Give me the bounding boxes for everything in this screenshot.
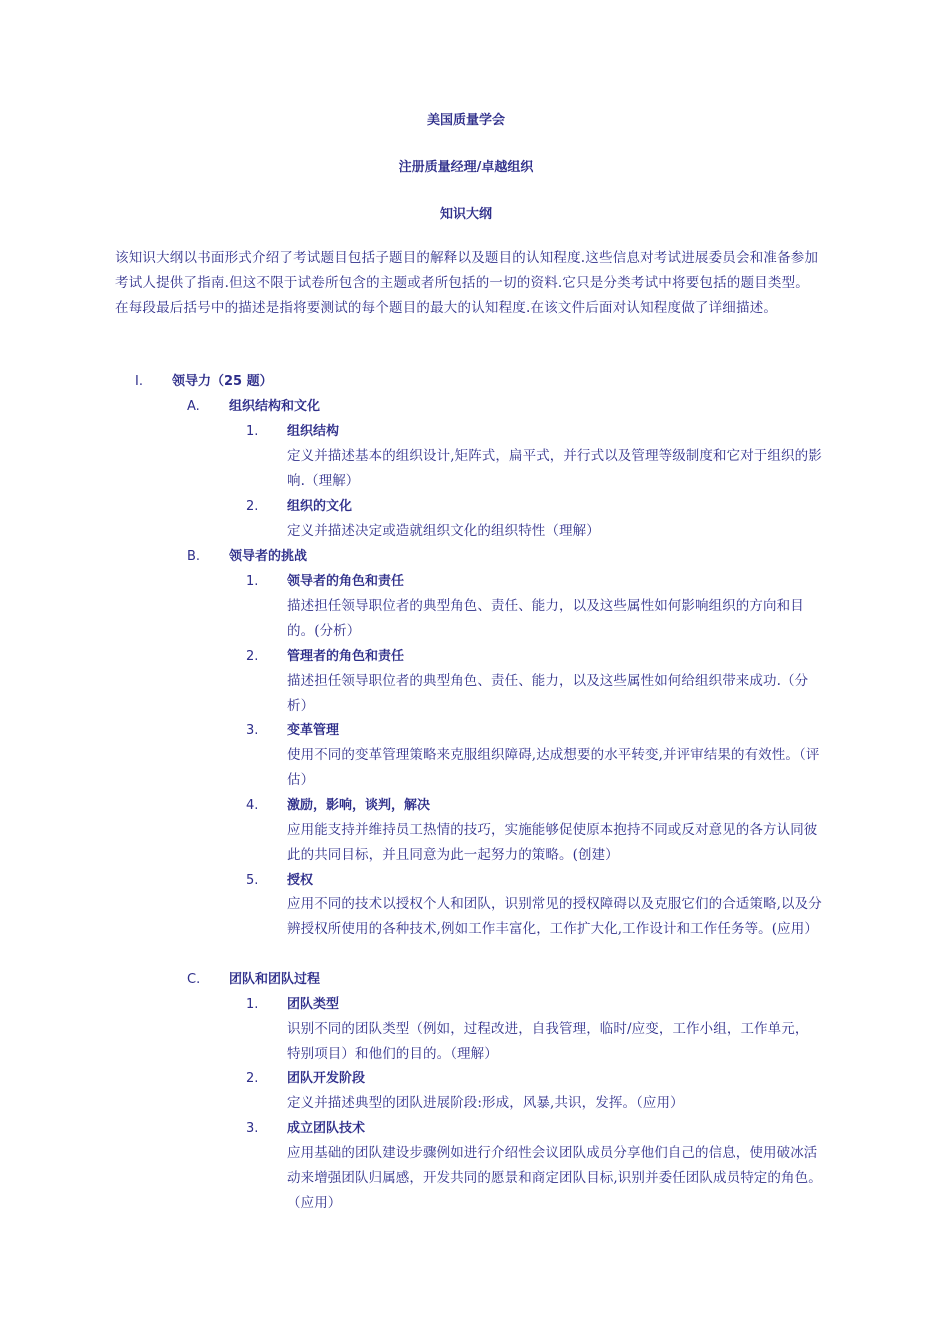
- topic-title: 变革管理: [287, 723, 340, 738]
- section-numeral: I.: [135, 374, 143, 389]
- topic-description: 应用基础的团队建设步骤例如进行介绍性会议团队成员分享他们自己的信息，使用破冰活动来增强团队归属感，开发共同的愿景和商定团队目标,识别并委任团队成员特定的角色。（应用）: [287, 1145, 822, 1211]
- section-title: 领导力（25 题）: [172, 374, 273, 389]
- topic-number: 1.: [246, 997, 259, 1012]
- subsection-letter: A.: [187, 399, 200, 414]
- subsection-letter: C.: [187, 972, 201, 987]
- topic-description: 识别不同的团队类型（例如，过程改进，自我管理，临时/应变，工作小组，工作单元，特别项目）和他们的目的。（理解）: [287, 1021, 809, 1062]
- topic-description: 描述担任领导职位者的典型角色、责任、能力，以及这些属性如何给组织带来成功.（分析）: [287, 673, 809, 714]
- topic-title: 激励，影响，谈判，解决: [287, 798, 431, 813]
- topic-title: 团队类型: [287, 997, 340, 1012]
- document-cert-title: 注册质量经理/卓越组织: [398, 160, 534, 175]
- subsection-letter: B.: [187, 549, 201, 564]
- topic-number: 5.: [246, 873, 259, 888]
- topic-description: 应用不同的技术以授权个人和团队，识别常见的授权障碍以及克服它们的合适策略,以及分辨授权所使用的各种技术,例如工作丰富化，工作扩大化,工作设计和工作任务等。(应用）: [287, 896, 822, 937]
- document-heading: 知识大纲: [439, 207, 492, 222]
- topic-number: 2.: [246, 649, 259, 664]
- topic-title: 授权: [287, 873, 314, 888]
- subsection-title: 领导者的挑战: [229, 549, 308, 564]
- topic-description: 描述担任领导职位者的典型角色、责任、能力，以及这些属性如何影响组织的方向和目的。(分析）: [287, 598, 804, 639]
- topic-number: 1.: [246, 574, 259, 589]
- document-org-title: 美国质量学会: [426, 113, 505, 128]
- topic-description: 定义并描述典型的团队进展阶段:形成，风暴,共识，发挥。（应用）: [287, 1095, 684, 1111]
- topic-title: 组织的文化: [287, 499, 353, 514]
- subsection-title: 组织结构和文化: [229, 399, 321, 414]
- topic-number: 3.: [246, 723, 259, 738]
- topic-description: 定义并描述基本的组织设计,矩阵式，扁平式，并行式以及管理等级制度和它对于组织的影响.（理解）: [287, 448, 822, 489]
- topic-title: 团队开发阶段: [287, 1071, 366, 1086]
- topic-description: 使用不同的变革管理策略来克服组织障碍,达成想要的水平转变,并评审结果的有效性。（评估）: [287, 747, 820, 788]
- topic-description: 定义并描述决定或造就组织文化的组织特性（理解）: [287, 523, 600, 539]
- topic-title: 领导者的角色和责任: [287, 574, 405, 589]
- topic-title: 组织结构: [287, 424, 340, 439]
- topic-number: 2.: [246, 499, 259, 514]
- topic-title: 成立团队技术: [287, 1121, 366, 1136]
- topic-number: 2.: [246, 1071, 259, 1086]
- topic-number: 4.: [246, 798, 259, 813]
- topic-description: 应用能支持并维持员工热情的技巧，实施能够促使原本抱持不同或反对意见的各方认同彼此的共同目标，并且同意为此一起努力的策略。(创建）: [287, 822, 818, 863]
- subsection-title: 团队和团队过程: [229, 972, 321, 987]
- intro-paragraph: 该知识大纲以书面形式介绍了考试题目包括子题目的解释以及题目的认知程度.这些信息对考试进展委员会和准备参加考试人提供了指南.但这不限于试卷所包含的主题或者所包括的一切的资料.它只是分类考试中将要包括的题目类型。在每段最后括号中的描述是指将要测试的每个题目的最大的认知程度.在该文件后面对认知程度做了详细描述。: [115, 250, 819, 316]
- topic-number: 3.: [246, 1121, 259, 1136]
- topic-number: 1.: [246, 424, 259, 439]
- topic-title: 管理者的角色和责任: [287, 649, 405, 664]
